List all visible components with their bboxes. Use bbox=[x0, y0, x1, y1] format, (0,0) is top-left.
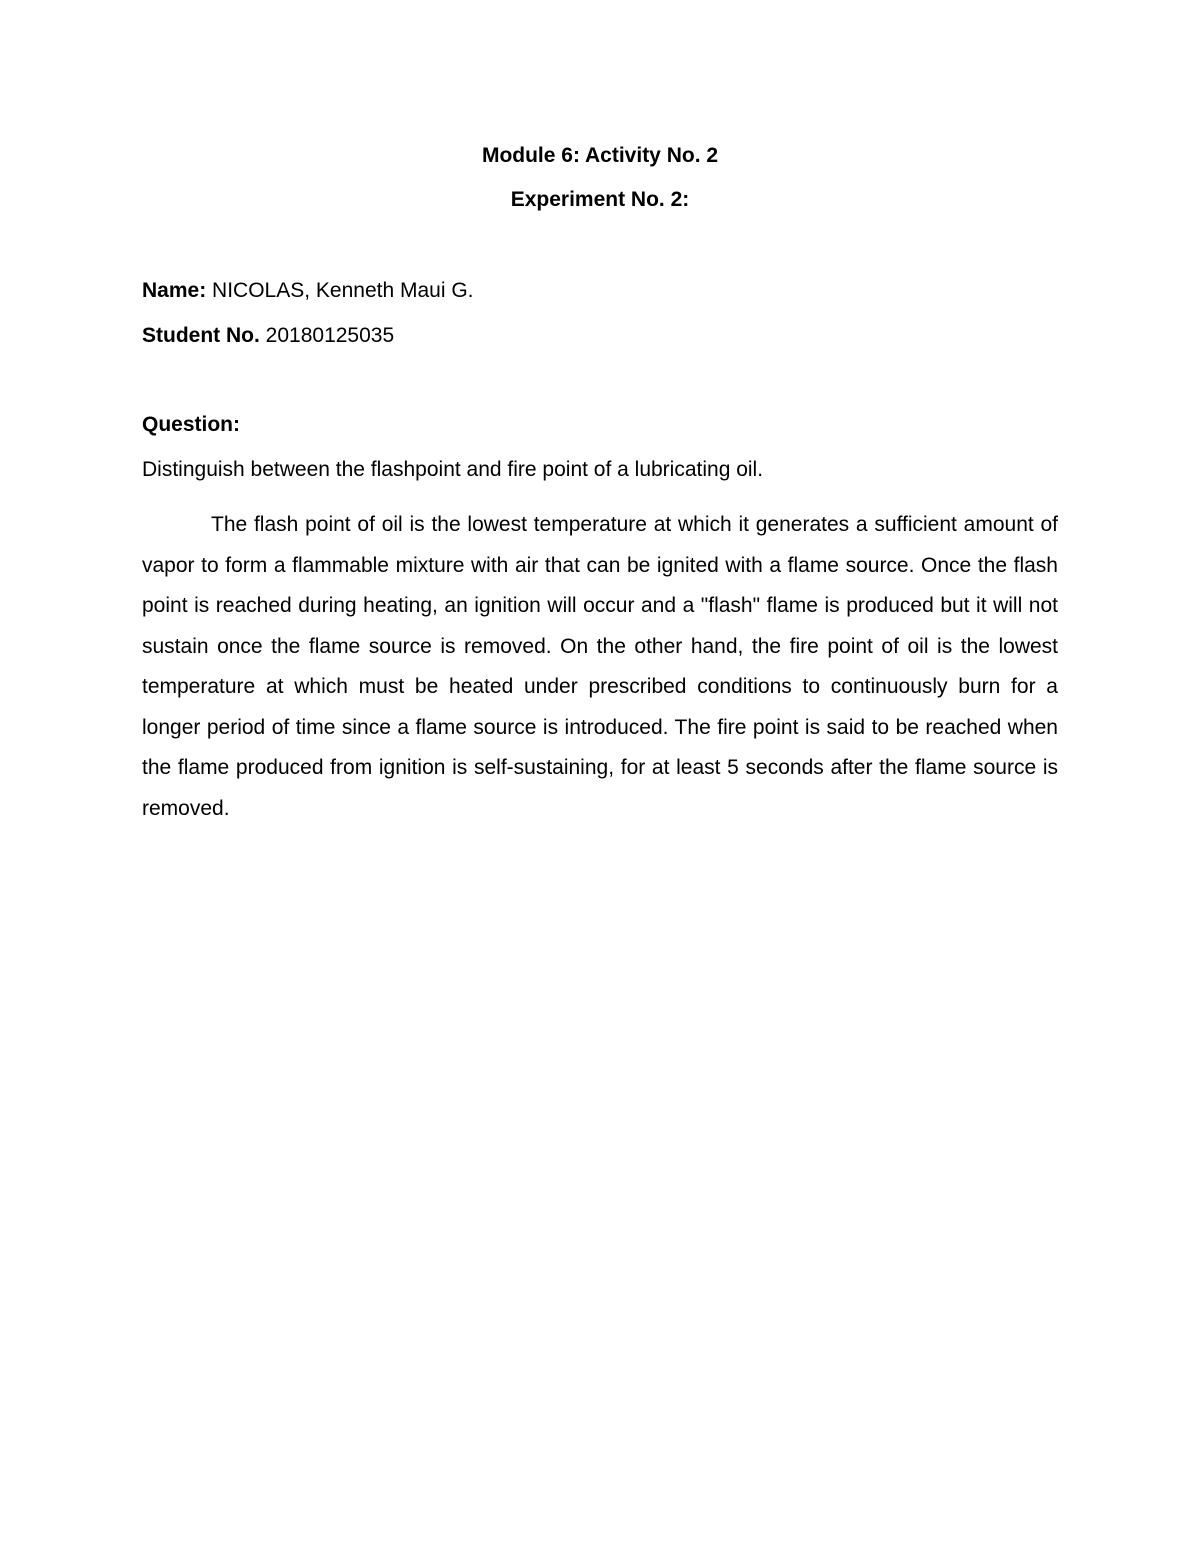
student-number-line bbox=[142, 323, 394, 349]
question-text: Distinguish between the flashpoint and fire point of a lubricating oil. bbox=[142, 458, 764, 481]
document-title: Module 6: Activity No. 2 bbox=[481, 144, 719, 167]
question-label: Question: bbox=[142, 413, 240, 436]
document-subtitle: Experiment No. 2: bbox=[510, 188, 690, 211]
name-label: Name: bbox=[142, 279, 207, 302]
student-number-label: Student No. bbox=[142, 324, 260, 347]
name-value: NICOLAS, Kenneth Maui G. bbox=[212, 279, 474, 302]
name-line bbox=[142, 278, 474, 304]
answer-paragraph: The flash point of oil is the lowest temperature at which it generates a sufficient amount of vapor to form a flammable mixture with air that can be ignited with a flame source. Once the flash point is reached during heating, an ignition will occur and a "flash" flame is produced but it will not sustain once the flame source is removed. On the other hand, the fire point of oil is the lowest temperature at which must be heated under prescribed conditions to continuously burn for a longer period of time since a flame source is introduced. The fire point is said to be reached when the flame produced from ignition is self-sustaining, for at least 5 seconds after the flame source is removed. bbox=[142, 513, 1058, 820]
student-number-value: 20180125035 bbox=[265, 324, 395, 347]
